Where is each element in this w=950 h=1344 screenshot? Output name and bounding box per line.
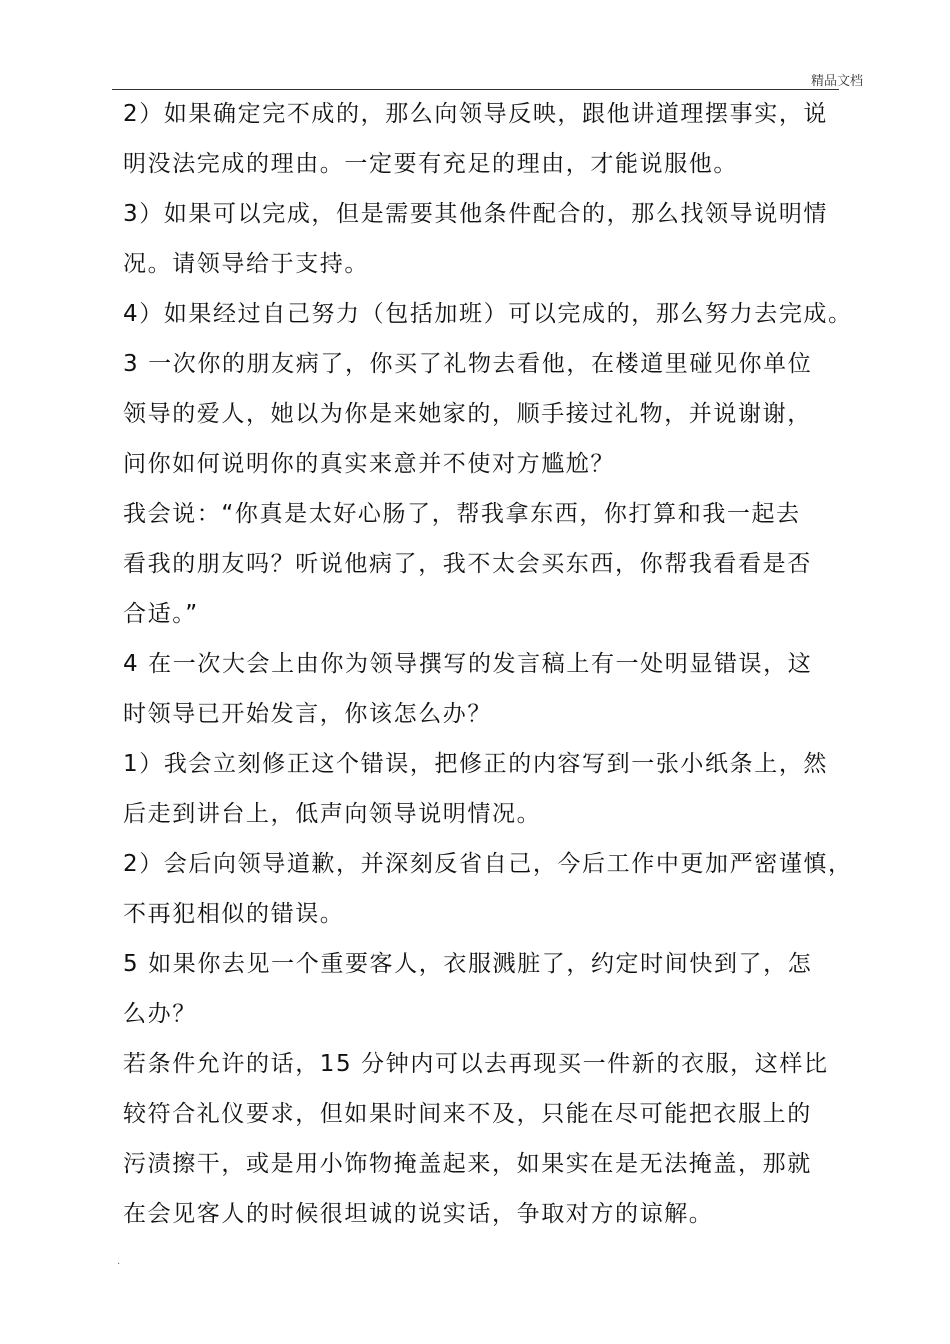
text-line: 1）我会立刻修正这个错误，把修正的内容写到一张小纸条上，然 <box>123 751 829 777</box>
text-line: 问你如何说明你的真实来意并不使对方尴尬？ <box>123 451 615 477</box>
paragraph-answer-3 <box>123 489 841 639</box>
footer-mark: . <box>117 1256 121 1267</box>
text-line: 5 如果你去见一个重要客人，衣服溅脏了，约定时间快到了，怎 <box>123 951 813 977</box>
header-label: 精品文档 <box>810 74 863 89</box>
paragraph-answer-2-3 <box>123 189 841 289</box>
paragraph-answer-5 <box>123 1039 841 1239</box>
text-line: 若条件允许的话，15 分钟内可以去再现买一件新的衣服，这样比 <box>123 1051 829 1077</box>
text-line: 4 在一次大会上由你为领导撰写的发言稿上有一处明显错误，这 <box>123 651 813 677</box>
text-line: 4）如果经过自己努力（包括加班）可以完成的，那么努力去完成。 <box>123 301 853 327</box>
text-line: 3 一次你的朋友病了，你买了礼物去看他，在楼道里碰见你单位 <box>123 351 813 377</box>
text-line: 明没法完成的理由。一定要有充足的理由，才能说服他。 <box>123 151 738 177</box>
text-line: 2）会后向领导道歉，并深刻反省自己，今后工作中更加严密谨慎， <box>123 851 853 877</box>
paragraph-answer-2-4 <box>123 289 853 339</box>
paragraph-question-4 <box>123 639 841 739</box>
text-line: 么办？ <box>123 1001 197 1027</box>
text-line: 污渍擦干，或是用小饰物掩盖起来，如果实在是无法掩盖，那就 <box>123 1151 812 1177</box>
text-line: 在会见客人的时候很坦诚的说实话，争取对方的谅解。 <box>123 1201 714 1227</box>
paragraph-answer-4-2 <box>123 839 853 939</box>
body-text <box>123 89 853 1239</box>
text-line: 2）如果确定完不成的，那么向领导反映，跟他讲道理摆事实，说 <box>123 101 829 127</box>
paragraph-answer-2-2 <box>123 89 841 189</box>
text-line: 领导的爱人，她以为你是来她家的，顺手接过礼物，并说谢谢， <box>123 401 812 427</box>
paragraph-answer-4-1 <box>123 739 841 839</box>
text-line: 后走到讲台上，低声向领导说明情况。 <box>123 801 542 827</box>
text-line: 时领导已开始发言，你该怎么办？ <box>123 701 492 727</box>
text-line: 看我的朋友吗？听说他病了，我不太会买东西，你帮我看看是否 <box>123 551 812 577</box>
text-line: 合适。” <box>123 601 199 627</box>
paragraph-question-5 <box>123 939 841 1039</box>
text-line: 我会说：“你真是太好心肠了，帮我拿东西，你打算和我一起去 <box>123 501 801 527</box>
text-line: 况。请领导给于支持。 <box>123 251 369 277</box>
text-line: 较符合礼仪要求，但如果时间来不及，只能在尽可能把衣服上的 <box>123 1101 812 1127</box>
text-line: 3）如果可以完成，但是需要其他条件配合的，那么找领导说明情 <box>123 201 829 227</box>
paragraph-question-3 <box>123 339 841 489</box>
text-line: 不再犯相似的错误。 <box>123 901 345 927</box>
